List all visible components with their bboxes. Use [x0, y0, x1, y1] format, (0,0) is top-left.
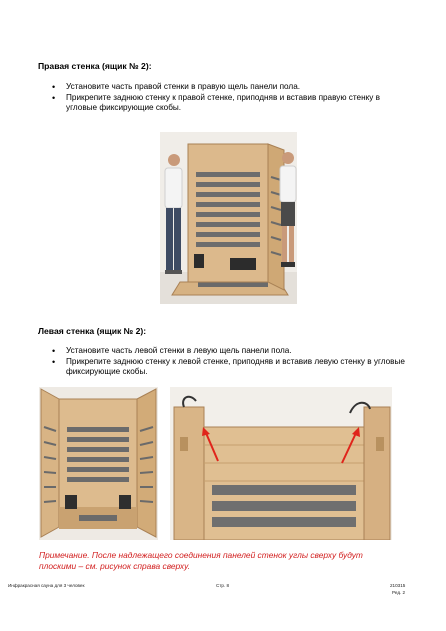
footer-document-title: Инфракрасная сауна для 3 человек: [8, 583, 85, 588]
footer-doc-code: 210315: [390, 583, 406, 588]
footer-revision: Ред. 2: [392, 590, 406, 595]
section1-heading: Правая стенка (ящик № 2):: [38, 61, 152, 71]
section1-bullet-1: • Установите часть правой стенки в правую щель панели пола.: [50, 82, 410, 93]
assembly-note: Примечание. После надлежащего соединения панелей стенок углы сверху будут плоскими – см. рисунок справа сверху.: [39, 550, 363, 571]
section1-bullet-list: [50, 82, 410, 114]
section2-bullet-2: • Прикрепите заднюю стенку к левой стенке, приподняв и вставив левую стенку в угловые фиксирующие скобы.: [50, 357, 410, 378]
section2-bullet-list: [50, 346, 410, 378]
section2-heading: Левая стенка (ящик № 2):: [38, 326, 147, 336]
photo-top-corners-closeup: [170, 387, 392, 540]
photo-right-wall-assembly: [160, 132, 297, 304]
photo-left-wall-installed: [39, 387, 158, 540]
footer-page-number: Стр. 8: [216, 583, 230, 588]
section1-bullet-2: • Прикрепите заднюю стенку к правой стенке, приподняв и вставив правую стенку в угловые фиксирующие скобы.: [50, 93, 410, 114]
section2-bullet-1: • Установите часть левой стенки в левую щель панели пола.: [50, 346, 410, 357]
